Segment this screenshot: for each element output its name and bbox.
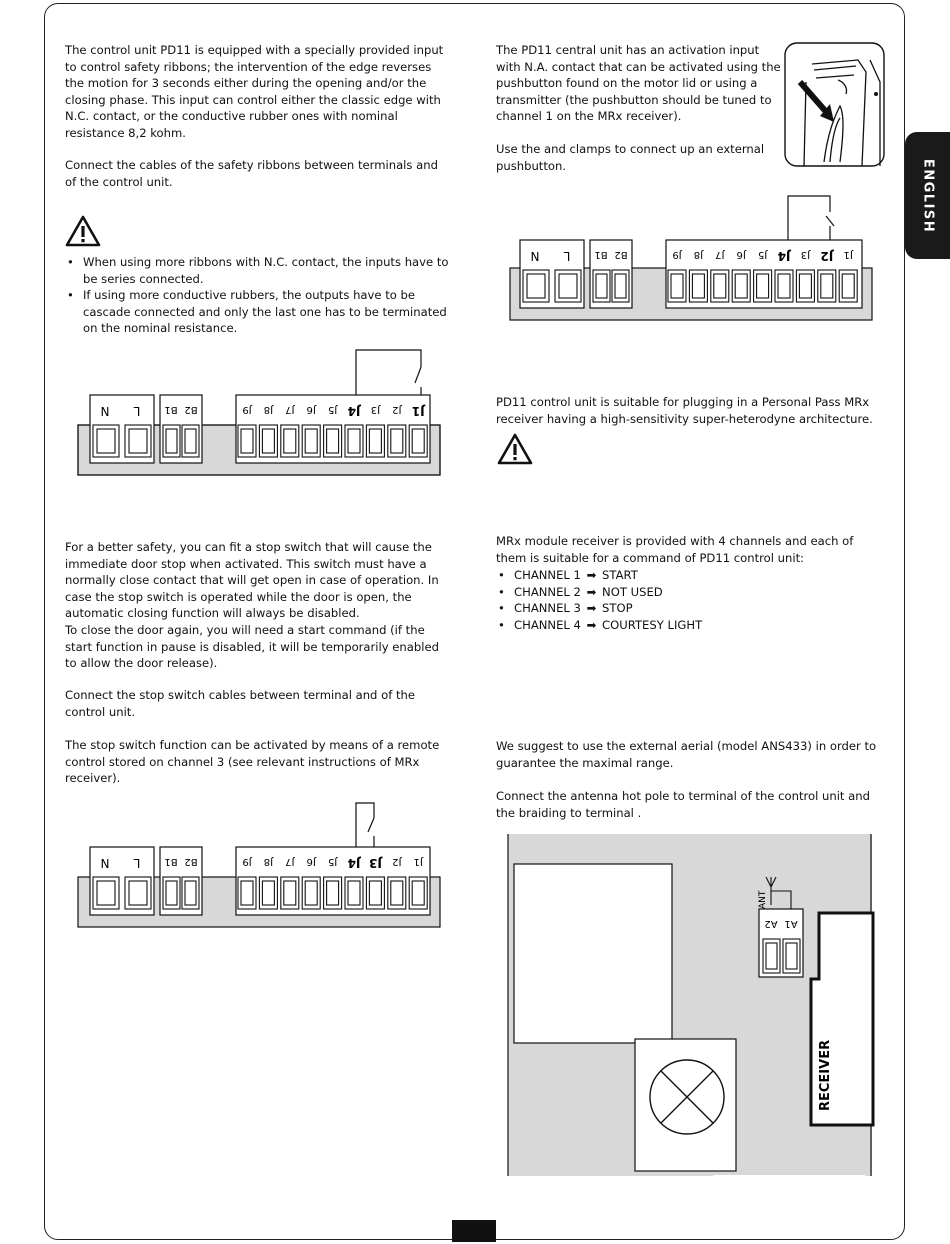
activation-input-intro: The PD11 central unit has an activation input with N.A. contact that can be activated using the pushbutton found on the motor lid or using a transmitter (the pushbutton should be tuned to channel 1 on the MRx receiver). bbox=[496, 43, 781, 124]
list-item bbox=[496, 567, 876, 584]
terminal-label: J3 bbox=[800, 249, 811, 260]
list-item: • If using more conductive rubbers, the outputs have to be cascade connected and only the last one has to be terminated on the nominal resistance. bbox=[65, 287, 450, 337]
terminal-label: J4 bbox=[347, 404, 361, 418]
terminal-slot-inner bbox=[241, 881, 253, 905]
terminal-label: J6 bbox=[736, 249, 746, 260]
terminal-label: J8 bbox=[693, 249, 704, 260]
terminal-diagram-stop bbox=[76, 800, 446, 935]
motor-pushbutton-illustration bbox=[784, 42, 886, 168]
terminal-label: J6 bbox=[306, 856, 316, 867]
receiver-label: RECEIVER bbox=[818, 1039, 833, 1111]
terminal-slot-inner bbox=[327, 881, 339, 905]
terminal-slot-inner bbox=[757, 274, 769, 298]
terminal-slot-inner bbox=[327, 429, 339, 453]
list-item bbox=[496, 617, 876, 634]
terminal-slot-inner bbox=[391, 881, 403, 905]
terminal-label: J4 bbox=[777, 249, 791, 263]
terminal-label: J8 bbox=[263, 856, 274, 867]
aerial-connect: Connect the antenna hot pole to terminal of the control unit and the braiding to terminal . bbox=[496, 789, 870, 820]
terminal-label: A2 bbox=[764, 918, 778, 929]
activation-input-connect: Use the and clamps to connect up an external pushbutton. bbox=[496, 142, 765, 173]
terminal-label: J2 bbox=[820, 249, 834, 263]
receiver-intro: PD11 control unit is suitable for plugging in a Personal Pass MRx receiver having a high-sensitivity super-heterodyne architecture. bbox=[496, 395, 873, 426]
terminal-slot-inner bbox=[262, 429, 274, 453]
channel-function: STOP bbox=[602, 601, 633, 616]
terminal-diagram-start bbox=[508, 190, 878, 325]
terminal-slot-inner bbox=[778, 274, 790, 298]
terminal-slot-inner bbox=[692, 274, 704, 298]
terminal-slot-inner bbox=[799, 274, 811, 298]
terminal-slot-inner bbox=[821, 274, 833, 298]
terminal-label: J7 bbox=[285, 404, 295, 415]
channel-name: CHANNEL 1 bbox=[514, 568, 581, 582]
terminal-slot-inner bbox=[262, 881, 274, 905]
terminal-label: J2 bbox=[392, 404, 402, 415]
terminal-label: J9 bbox=[672, 249, 682, 260]
terminal-label: J7 bbox=[285, 856, 295, 867]
channel-name: CHANNEL 4 bbox=[514, 617, 581, 632]
language-tab bbox=[905, 132, 950, 259]
terminal-label: J9 bbox=[242, 856, 252, 867]
terminal-slot-inner bbox=[305, 881, 317, 905]
page-number-box bbox=[452, 1220, 496, 1242]
paragraph: For a better safety, you can fit a stop switch that will cause the immediate door stop when activated. This switch must have a normally close contact that will get open in case of operation. In case the stop switch is operated while the door is open, the automatic closing function will always be disabled. bbox=[65, 540, 439, 621]
terminal-slot-inner bbox=[348, 429, 360, 453]
terminal-label: B2 bbox=[184, 404, 198, 415]
terminal-label: J8 bbox=[263, 404, 274, 415]
terminal-label: J5 bbox=[327, 404, 338, 415]
terminal-label: L bbox=[133, 856, 141, 870]
terminal-label: N bbox=[100, 404, 110, 418]
channel-function: START bbox=[602, 568, 638, 582]
terminal-label: N bbox=[530, 249, 540, 263]
terminal-label: J5 bbox=[327, 856, 338, 867]
terminal-label: J9 bbox=[242, 404, 252, 415]
terminal-slot-inner bbox=[391, 429, 403, 453]
terminal-label: B1 bbox=[164, 856, 178, 867]
arrow-right-icon: ➡ bbox=[586, 584, 597, 599]
receiver-board-diagram bbox=[507, 833, 879, 1179]
stop-switch-remote: The stop switch function can be activated by means of a remote control stored on channel 3 (see relevant instructions of MRx receiver). bbox=[65, 738, 440, 786]
terminal-label: N bbox=[100, 856, 110, 870]
terminal-label: J1 bbox=[411, 404, 425, 418]
channel-name: CHANNEL 2 bbox=[514, 584, 581, 599]
channel-function: COURTESY LIGHT bbox=[602, 617, 703, 632]
terminal-slot-inner bbox=[412, 881, 424, 905]
terminal-label: B2 bbox=[614, 249, 628, 260]
terminal-slot-inner bbox=[241, 429, 253, 453]
terminal-label: L bbox=[133, 404, 141, 418]
list-item bbox=[496, 584, 876, 601]
arrow-right-icon: ➡ bbox=[586, 617, 597, 632]
terminal-label: J1 bbox=[413, 856, 423, 867]
language-label: ENGLISH bbox=[920, 158, 935, 233]
safety-ribbon-connect: Connect the cables of the safety ribbons between terminals and of the control unit. bbox=[65, 158, 438, 189]
stop-switch-connect: Connect the stop switch cables between terminal and of the control unit. bbox=[65, 688, 415, 719]
terminal-slot-inner bbox=[714, 274, 726, 298]
terminal-slot-inner bbox=[348, 881, 360, 905]
terminal-label: J3 bbox=[370, 404, 381, 415]
terminal-diagram-edge bbox=[76, 345, 446, 480]
terminal-label: B1 bbox=[594, 249, 608, 260]
list-item: • When using more ribbons with N.C. contact, the inputs have to be series connected. bbox=[65, 254, 450, 287]
terminal-label: J4 bbox=[347, 856, 361, 870]
terminal-label: J3 bbox=[368, 856, 382, 870]
warning-icon bbox=[65, 215, 101, 247]
channel-name: CHANNEL 3 bbox=[514, 601, 581, 616]
terminal-slot-inner bbox=[369, 881, 381, 905]
terminal-label: J6 bbox=[306, 404, 316, 415]
channel-function: NOT USED bbox=[602, 584, 663, 599]
terminal-label: J7 bbox=[715, 249, 725, 260]
terminal-label: L bbox=[563, 249, 571, 263]
terminal-label: J2 bbox=[392, 856, 402, 867]
safety-ribbon-intro: The control unit PD11 is equipped with a specially provided input to control safety ribbons; the intervention of the edge reverses the motion for 3 seconds either during the opening and/or the closing phase. This input can control either the classic edge with N.C. contact, or the conductive rubber ones with nominal resistance 8,2 kohm. bbox=[65, 43, 444, 140]
safety-ribbon-notes bbox=[65, 254, 450, 337]
terminal-slot-inner bbox=[671, 274, 683, 298]
terminal-slot-inner bbox=[305, 429, 317, 453]
arrow-right-icon: ➡ bbox=[586, 601, 597, 616]
channel-list bbox=[496, 567, 876, 633]
terminal-label: J5 bbox=[757, 249, 768, 260]
receiver-channels-intro: MRx module receiver is provided with 4 channels and each of them is suitable for a command of PD11 control unit: bbox=[496, 534, 854, 565]
warning-icon bbox=[497, 433, 533, 465]
aerial-suggestion: We suggest to use the external aerial (model ANS433) in order to guarantee the maximal range. bbox=[496, 739, 877, 770]
paragraph: To close the door again, you will need a start command (if the start function in pause is disabled, it will be temporarily enabled to allow the door release). bbox=[65, 622, 439, 671]
terminal-slot-inner bbox=[369, 429, 381, 453]
terminal-label: B1 bbox=[164, 404, 178, 415]
terminal-label: J1 bbox=[843, 249, 853, 260]
terminal-label: B2 bbox=[184, 856, 198, 867]
list-item bbox=[496, 600, 876, 617]
arrow-right-icon: ➡ bbox=[586, 568, 597, 582]
terminal-label: A1 bbox=[784, 918, 798, 929]
terminal-slot-inner bbox=[284, 429, 296, 453]
antenna-label: ANT bbox=[758, 890, 768, 909]
stop-switch-intro bbox=[65, 539, 445, 672]
terminal-slot-inner bbox=[842, 274, 854, 298]
terminal-slot-inner bbox=[735, 274, 747, 298]
terminal-slot-inner bbox=[284, 881, 296, 905]
terminal-slot-inner bbox=[412, 429, 424, 453]
